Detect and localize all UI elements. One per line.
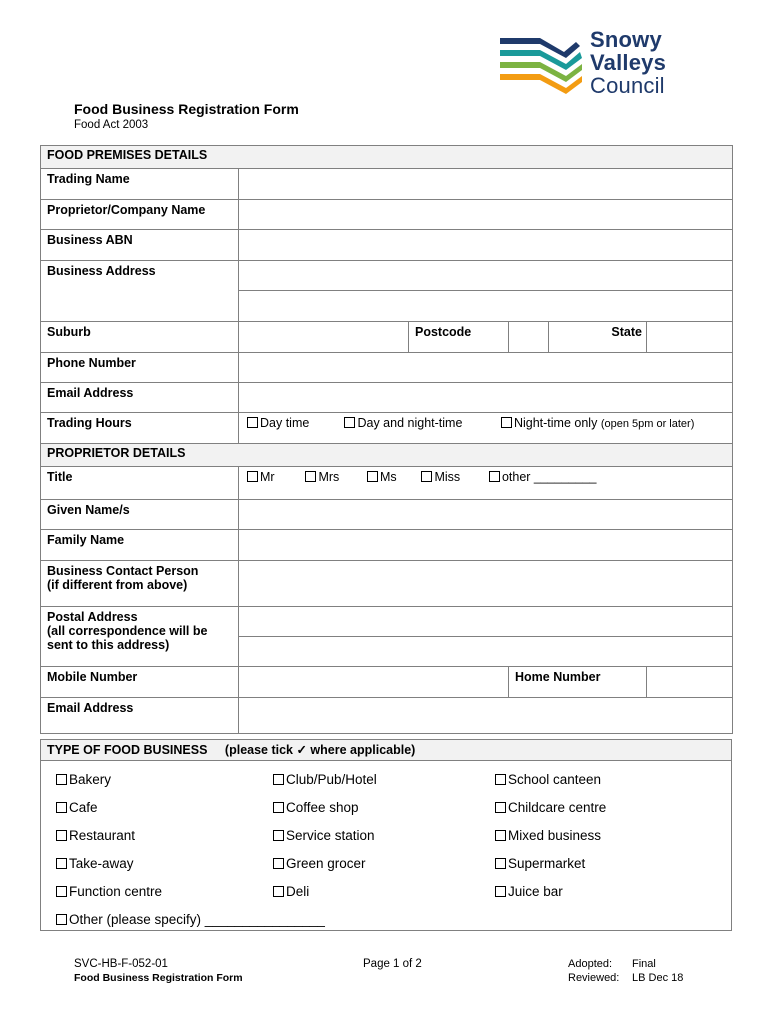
checkbox-icon[interactable] [56,802,67,813]
checkbox-icon[interactable] [421,471,432,482]
business-address-label: Business Address [41,261,239,322]
footer-reviewed-value: LB Dec 18 [632,972,684,984]
checkbox-icon[interactable] [495,802,506,813]
food-type-label: Supermarket [508,856,586,871]
mobile-number-label: Mobile Number [41,667,239,698]
food-type-label: Childcare centre [508,800,607,815]
food-type-label: School canteen [508,772,602,787]
food-type-bakery[interactable] [56,772,111,787]
hours-day-night-label: Day and night-time [357,416,463,430]
food-type-label: Mixed business [508,828,602,843]
food-type-label: Restaurant [69,828,136,843]
food-type-heading [41,739,731,761]
checkbox-icon[interactable] [344,417,355,428]
postal-address-label [41,607,239,667]
registration-form-table [40,145,733,734]
food-type-label: Juice bar [508,884,563,899]
food-type-label: Bakery [69,772,112,787]
food-business-type-section [40,739,732,931]
checkbox-icon[interactable] [489,471,500,482]
checkbox-icon[interactable] [247,471,258,482]
food-type-label: Deli [286,884,310,899]
postal-address-label-line-1: Postal Address [47,610,138,624]
form-subtitle: Food Act 2003 [74,119,149,131]
home-number-field[interactable] [647,667,733,698]
checkbox-icon[interactable] [495,886,506,897]
title-ms-option[interactable] [367,470,418,484]
email-label: Email Address [41,383,239,413]
hours-night-note: (open 5pm or later) [600,418,695,430]
title-other-label: other _________ [501,470,597,484]
food-type-note: (please tick ✓ where applicable) [224,743,416,757]
postcode-field[interactable] [509,322,549,353]
business-address-field-2[interactable] [239,291,733,322]
logo-line-2: Valleys [590,50,667,75]
checkbox-icon[interactable] [273,830,284,841]
food-type-label: Green grocer [286,856,366,871]
logo-wordmark [590,28,666,97]
checkbox-icon[interactable] [273,858,284,869]
title-ms-label: Ms [379,470,397,484]
checkbox-icon[interactable] [495,774,506,785]
suburb-label: Suburb [41,322,239,353]
checkbox-icon[interactable] [305,471,316,482]
state-field[interactable] [647,322,733,353]
title-other-option[interactable] [489,470,597,484]
food-type-label: Service station [286,828,375,843]
state-label: State [549,322,647,353]
checkbox-icon[interactable] [247,417,258,428]
contact-person-label [41,561,239,607]
food-type-label: Cafe [69,800,98,815]
trading-name-field[interactable] [239,169,733,200]
family-name-field[interactable] [239,530,733,561]
footer-form-name: Food Business Registration Form [74,972,243,984]
title-label: Title [41,467,239,500]
footer-reviewed-label: Reviewed: [568,972,620,984]
postal-address-label-line-2: (all correspondence will be [47,624,208,638]
given-name-label: Given Name/s [41,500,239,530]
trading-hours-label: Trading Hours [41,413,239,444]
food-type-other-label: Other (please specify) ________________ [69,912,325,927]
checkbox-icon[interactable] [56,774,67,785]
proprietor-email-label: Email Address [41,698,239,734]
phone-label: Phone Number [41,353,239,383]
food-type-service-station[interactable] [273,828,375,843]
checkbox-icon[interactable] [367,471,378,482]
food-type-school-canteen[interactable] [495,772,601,787]
food-type-take-away[interactable] [56,856,134,871]
contact-person-label-line-1: Business Contact Person [47,564,199,578]
hours-day-night-option[interactable] [344,416,497,430]
postcode-label: Postcode [409,322,509,353]
checkbox-icon[interactable] [273,802,284,813]
food-type-cafe[interactable] [56,800,98,815]
trading-name-label: Trading Name [41,169,239,200]
food-type-label: Club/Pub/Hotel [286,772,377,787]
title-mrs-label: Mrs [318,470,340,484]
footer-adopted-value: Final [632,958,656,970]
hours-day-label: Day time [260,416,310,430]
checkbox-icon[interactable] [495,858,506,869]
proprietor-section-heading: PROPRIETOR DETAILS [41,444,733,467]
home-number-label: Home Number [509,667,647,698]
title-miss-label: Miss [434,470,461,484]
hours-night-option[interactable] [501,416,694,430]
footer-adopted-label: Adopted: [568,958,613,970]
food-type-juice-bar[interactable] [495,884,563,899]
hours-day-option[interactable] [247,416,341,430]
checkbox-icon[interactable] [273,774,284,785]
postal-address-field-2[interactable] [239,637,733,667]
trading-hours-options [239,413,733,444]
logo-line-3: Council [590,73,665,98]
family-name-label: Family Name [41,530,239,561]
postal-address-field-1[interactable] [239,607,733,637]
checkbox-icon[interactable] [495,830,506,841]
checkbox-icon[interactable] [56,830,67,841]
title-miss-option[interactable] [421,470,485,484]
contact-person-label-line-2: (if different from above) [47,578,188,592]
proprietor-company-field[interactable] [239,200,733,230]
phone-field[interactable] [239,353,733,383]
checkbox-icon[interactable] [501,417,512,428]
food-type-supermarket[interactable] [495,856,585,871]
food-type-label: Take-away [69,856,134,871]
checkbox-icon[interactable] [56,886,67,897]
food-type-club-pub-hotel[interactable] [273,772,377,787]
premises-section-heading: FOOD PREMISES DETAILS [41,146,733,169]
council-logo [496,28,696,103]
title-mr-option[interactable] [247,470,302,484]
proprietor-email-field[interactable] [239,698,733,734]
title-options [239,467,733,500]
title-mrs-option[interactable] [305,470,363,484]
mobile-number-field[interactable] [239,667,509,698]
postal-address-label-line-3: sent to this address) [47,638,170,652]
contact-person-field[interactable] [239,561,733,607]
food-type-deli[interactable] [273,884,309,899]
abn-field[interactable] [239,230,733,261]
form-title: Food Business Registration Form [74,101,299,117]
food-type-label: Coffee shop [286,800,359,815]
food-type-childcare-centre[interactable] [495,800,606,815]
food-type-heading-text: TYPE OF FOOD BUSINESS [47,743,208,757]
food-type-other[interactable] [56,912,325,927]
hours-night-label: Night-time only [513,416,598,430]
given-name-field[interactable] [239,500,733,530]
logo-line-1: Snowy [590,27,662,52]
checkbox-icon[interactable] [56,858,67,869]
suburb-field[interactable] [239,322,409,353]
food-type-function-centre[interactable] [56,884,162,899]
footer-document-code: SVC-HB-F-052-01 [74,958,168,970]
proprietor-company-label: Proprietor/Company Name [41,200,239,230]
food-type-restaurant[interactable] [56,828,135,843]
title-mr-label: Mr [260,470,275,484]
business-address-field-1[interactable] [239,261,733,291]
food-type-coffee-shop[interactable] [273,800,359,815]
email-field[interactable] [239,383,733,413]
food-type-label: Function centre [69,884,163,899]
checkbox-icon[interactable] [273,886,284,897]
logo-chevrons-icon [496,32,586,102]
abn-label: Business ABN [41,230,239,261]
food-type-green-grocer[interactable] [273,856,366,871]
food-type-mixed-business[interactable] [495,828,601,843]
footer-page-number: Page 1 of 2 [363,958,422,970]
checkbox-icon[interactable] [56,914,67,925]
